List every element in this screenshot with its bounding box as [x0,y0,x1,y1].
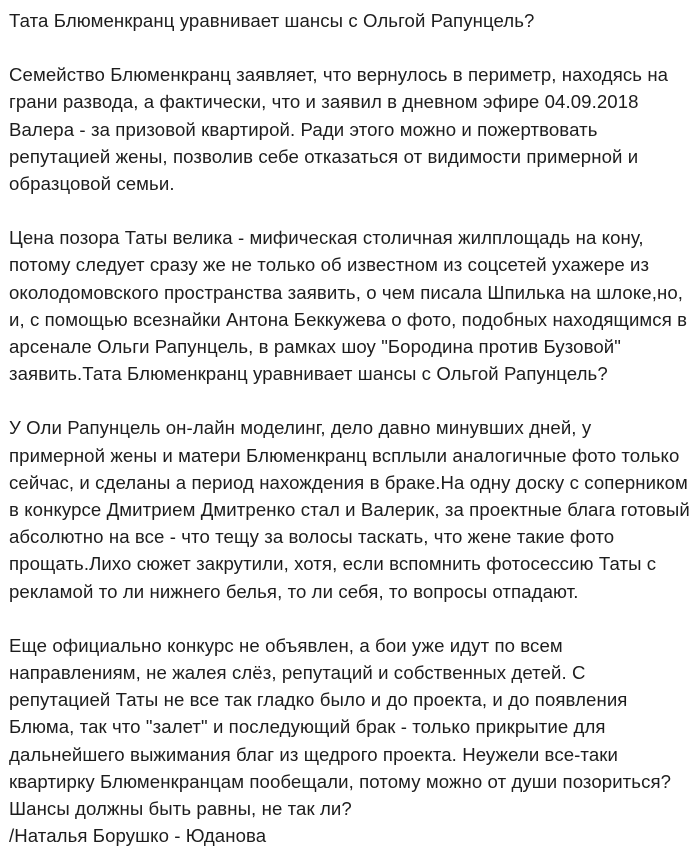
article-paragraph-3: У Оли Рапунцель он-лайн моделинг, дело давно минувших дней, у примерной жены и матери Блюменкранц всплыли аналогичные фото только сейчас, и сделаны а период нахождения в браке.На одну доску с соперником в конкурсе Дмитрием Дмитренко стал и Валерик, за проектные блага готовый абсолютно на все - что тещу за волосы таскать, что жене такие фото прощать.Лихо сюжет закрутили, хотя, если вспомнить фотосессию Таты с рекламой то ли нижнего белья, то ли себя, то вопросы отпадают. [9,417,696,602]
article-signature: /Наталья Борушко - Юданова [9,825,267,847]
article-paragraph-2: Цена позора Таты велика - мифическая столичная жилплощадь на кону, потому следует сразу же не только об известном из соцсетей ухажере из околодомовского пространства заявить, о чем писала Шпилька на шлоке,но, и, с помощью всезнайки Антона Беккужева о фото, подобных находящимся в арсенале Ольги Рапунцель, в рамках шоу "Бородина против Бузовой" заявить.Тата Блюменкранц уравнивает шансы с Ольгой Рапунцель? [9,227,693,385]
article-headline: Тата Блюменкранц уравнивает шансы с Ольгой Рапунцель? [9,10,535,31]
article-paragraph-1: Семейство Блюменкранц заявляет, что вернулось в периметр, находясь на грани развода, а фактически, что и заявил в дневном эфире 04.09.2018 Валера - за призовой квартирой. Ради этого можно и пожертвовать репутацией жены, позволив себе отказаться от видимости примерной и образцовой семьи. [9,64,674,195]
article-paragraph-4: Еще официально конкурс не объявлен, а бои уже идут по всем направлениям, не жалея слёз, репутаций и собственных детей. С репутацией Таты не все так гладко было и до проекта, и до появления Блюма, так что "залет" и последующий брак - только прикрытие для дальнейшего выжимания благ из щедрого проекта. Неужели все-таки квартирку Блюменкранцам пообещали, потому можно от души позориться? Шансы должны быть равны, не так ли? [9,634,677,820]
